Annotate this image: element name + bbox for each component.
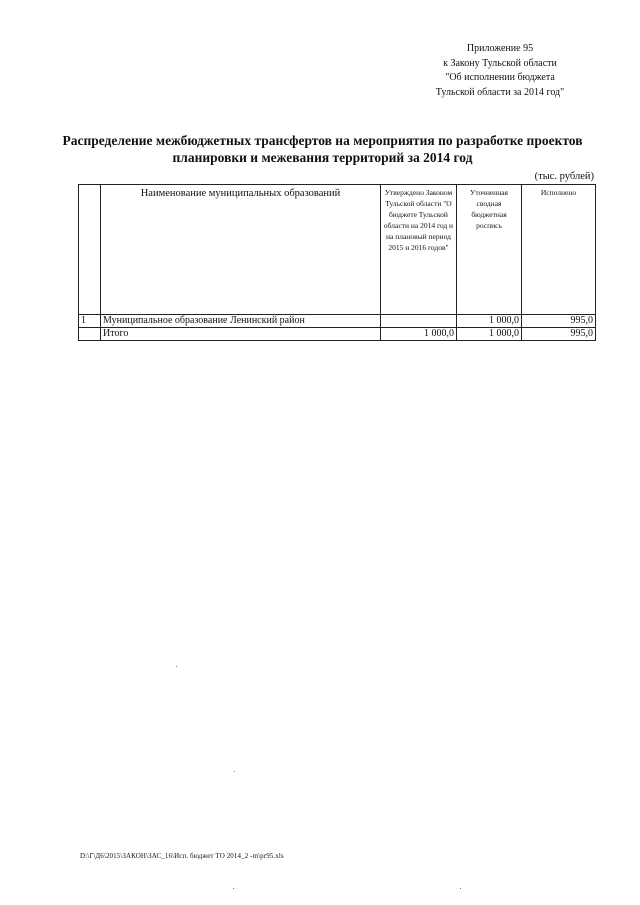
cell-revised: 1 000,0 bbox=[457, 328, 522, 341]
appendix-line-3: "Об исполнении бюджета bbox=[445, 72, 555, 83]
cell-approved: 1 000,0 bbox=[381, 328, 457, 341]
scan-speck bbox=[234, 771, 235, 772]
header-number bbox=[79, 185, 101, 315]
scan-speck bbox=[233, 888, 234, 889]
units-label: (тыс. рублей) bbox=[534, 171, 594, 182]
header-approved: Утверждено Законом Тульской области "О бюджете Тульской области на 2014 год и на плановый период 2015 и 2016 годов" bbox=[381, 185, 457, 315]
cell-executed: 995,0 bbox=[522, 328, 596, 341]
title-line-2: планировки и межевания территорий за 2014 год bbox=[172, 150, 473, 165]
cell-number bbox=[79, 328, 101, 341]
table-total-row bbox=[79, 328, 596, 341]
header-name: Наименование муниципальных образований bbox=[101, 185, 381, 315]
scan-speck bbox=[460, 888, 461, 889]
appendix-line-1: Приложение 95 bbox=[466, 43, 534, 54]
title-line-1: Распределение межбюджетных трансфертов на мероприятия по разработке проектов bbox=[62, 133, 583, 148]
transfers-table bbox=[78, 184, 596, 341]
cell-name: Муниципальное образование Ленинский район bbox=[101, 315, 381, 328]
header-executed: Исполнено bbox=[522, 185, 596, 315]
table-row bbox=[79, 315, 596, 328]
cell-number: 1 bbox=[79, 315, 101, 328]
appendix-line-2: к Закону Тульской области bbox=[443, 57, 557, 69]
document-title bbox=[60, 132, 585, 166]
file-path-footer: D:\Г\Д6\2015\ЗАКОН\ЗАС_16\Исп. бюджет ТО 2014_2 -m\pr95.xls bbox=[80, 852, 284, 860]
table-header-row bbox=[79, 185, 596, 315]
appendix-block bbox=[400, 42, 600, 100]
cell-executed: 995,0 bbox=[522, 315, 596, 328]
header-revised: Уточненная сводная бюджетная роспись bbox=[457, 185, 522, 315]
cell-name: Итого bbox=[101, 328, 381, 341]
appendix-line-4: Тульской области за 2014 год" bbox=[435, 86, 565, 98]
cell-revised: 1 000,0 bbox=[457, 315, 522, 328]
scan-speck bbox=[176, 666, 177, 667]
cell-approved bbox=[381, 315, 457, 328]
